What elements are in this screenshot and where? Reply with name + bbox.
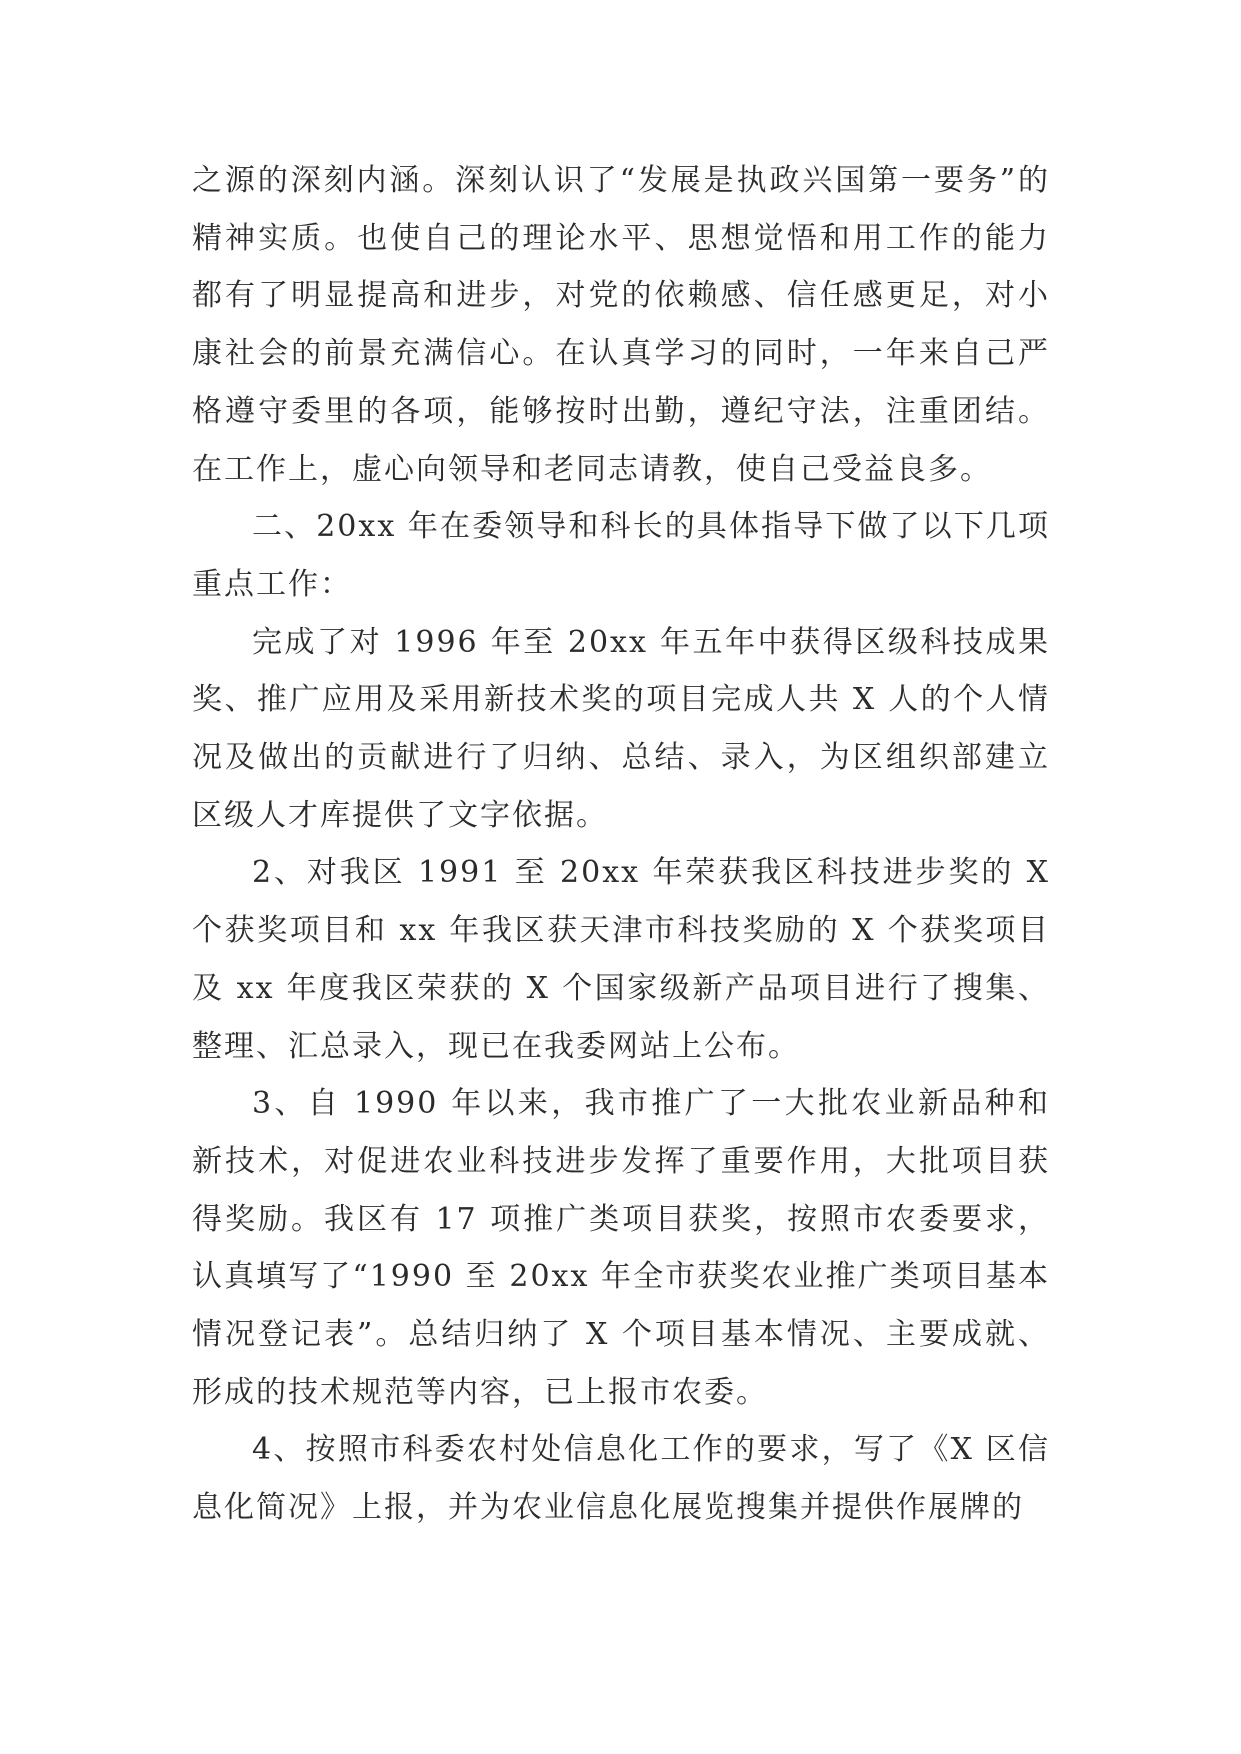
paragraph-item-3: 3、自 1990 年以来，我市推广了一大批农业新品种和新技术，对促进农业科技进步发挥了重要作用，大批项目获得奖励。我区有 17 项推广类项目获奖，按照市农委要求，认真填写了“1990 至 20xx 年全市获奖农业推广类项目基本情况登记表”。总结归纳了 X 个项目基本情况、主要成就、形成的技术规范等内容，已上报市农委。 [192,1086,1050,1410]
paragraph-item-1: 完成了对 1996 年至 20xx 年五年中获得区级科技成果奖、推广应用及采用新技术奖的项目完成人共 X 人的个人情况及做出的贡献进行了归纳、总结、录入，为区组织部建立区级人才库提供了文字依据。 [192,624,1050,833]
document-body [192,152,1050,1537]
paragraph-section-two-heading: 二、20xx 年在委领导和科长的具体指导下做了以下几项重点工作： [192,509,1050,602]
paragraph-item-2: 2、对我区 1991 至 20xx 年荣获我区科技进步奖的 X 个获奖项目和 xx 年我区获天津市科技奖励的 X 个获奖项目及 xx 年度我区荣获的 X 个国家级新产品项目进行了搜集、整理、汇总录入，现已在我委网站上公布。 [192,855,1050,1064]
paragraph-study-summary: 之源的深刻内涵。深刻认识了“发展是执政兴国第一要务”的精神实质。也使自己的理论水平、思想觉悟和用工作的能力都有了明显提高和进步，对党的依赖感、信任感更足，对小康社会的前景充满信心。在认真学习的同时，一年来自己严格遵守委里的各项，能够按时出勤，遵纪守法，注重团结。在工作上，虚心向领导和老同志请教，使自己受益良多。 [192,163,1050,487]
paragraph-item-4: 4、按照市科委农村处信息化工作的要求，写了《X 区信息化简况》上报，并为农业信息化展览搜集并提供作展牌的 [192,1432,1050,1526]
